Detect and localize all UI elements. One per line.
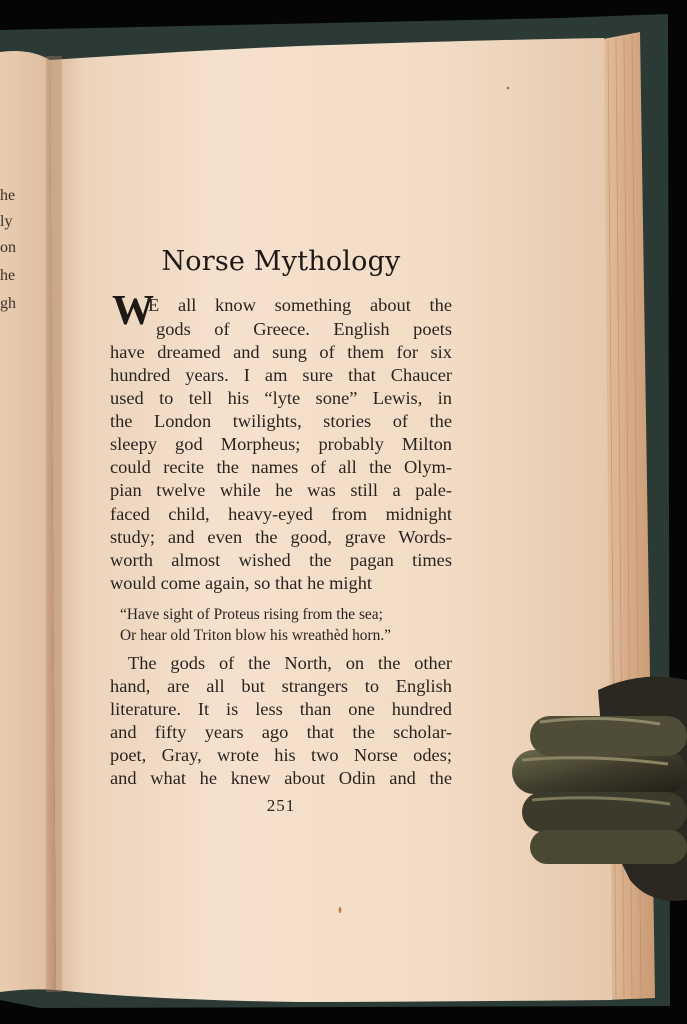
paragraph-line: and what he knew about Odin and the bbox=[110, 768, 452, 788]
quote-line: “Have sight of Proteus rising from the sea; bbox=[120, 606, 383, 623]
paragraph-line: poet, Gray, wrote his two Norse odes; bbox=[110, 745, 452, 765]
left-fragment: ly bbox=[0, 213, 13, 230]
paragraph-line: worth almost wished the pagan times bbox=[110, 550, 452, 570]
paragraph-line: could recite the names of all the Olym- bbox=[110, 457, 452, 477]
left-fragment: he bbox=[0, 267, 16, 284]
paragraph-line: gods of Greece. English poets bbox=[156, 319, 452, 339]
drop-cap: W bbox=[112, 288, 154, 334]
paragraph-line: hand, are all but strangers to English bbox=[110, 676, 452, 696]
page-title: Norse Mythology bbox=[161, 246, 401, 277]
paragraph-line: pian twelve while he was still a pale- bbox=[110, 480, 452, 500]
paragraph-line: The gods of the North, on the other bbox=[128, 653, 452, 673]
page-number: 251 bbox=[266, 796, 296, 815]
paragraph-line: and fifty years ago that the scholar- bbox=[110, 722, 452, 742]
left-fragment: he bbox=[0, 187, 16, 204]
paragraph-line: study; and even the good, grave Words- bbox=[110, 527, 452, 547]
paragraph-line: hundred years. I am sure that Chaucer bbox=[110, 365, 452, 385]
paragraph-line: E all know something about the bbox=[148, 295, 452, 315]
paragraph-line: the London twilights, stories of the bbox=[110, 411, 452, 431]
paragraph-line: literature. It is less than one hundred bbox=[110, 699, 452, 719]
paragraph-line: faced child, heavy-eyed from midnight bbox=[110, 504, 452, 524]
paragraph-line: sleepy god Morpheus; probably Milton bbox=[110, 434, 452, 454]
paragraph-line: used to tell his “lyte sone” Lewis, in bbox=[110, 388, 452, 408]
paragraph-line: would come again, so that he might bbox=[110, 573, 373, 593]
quote-line: Or hear old Triton blow his wreathèd horn.” bbox=[120, 627, 392, 644]
paragraph-line: have dreamed and sung of them for six bbox=[110, 342, 452, 362]
left-fragment: on bbox=[0, 239, 16, 256]
left-fragment: gh bbox=[0, 295, 16, 312]
